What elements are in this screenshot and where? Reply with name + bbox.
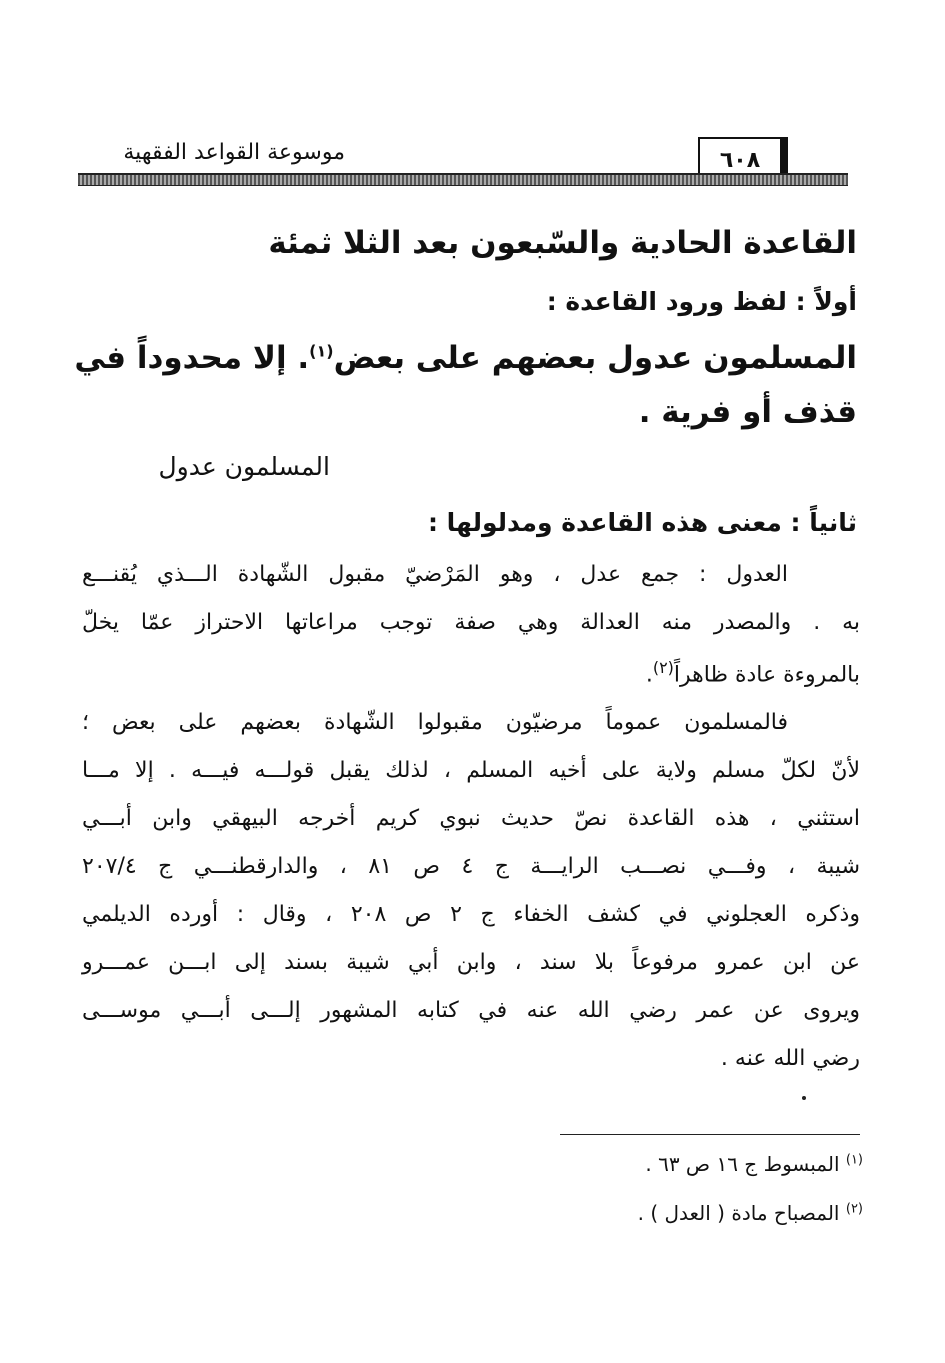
header-divider xyxy=(78,173,848,186)
rule-text xyxy=(74,340,857,376)
footnote-1 xyxy=(645,1152,863,1176)
page-number: ٦٠٨ xyxy=(698,137,782,181)
rule-text-continuation: قذف أو فرية . xyxy=(638,394,857,430)
rule-title: القاعدة الحادية والسّبعون بعد الثلا ثمئة xyxy=(268,225,857,261)
paragraph-line: وذكره العجلوني في كشف الخفاء ج ٢ ص ٢٠٨ ، وقال : أورده الديلمي xyxy=(82,902,860,927)
paragraph-text-end: . xyxy=(645,662,653,688)
paragraph-line xyxy=(82,658,860,687)
rule-text-end: . إلا محدوداً في xyxy=(74,340,310,376)
paragraph-line: العدول : جمع عدل ، وهو المَرْضيّ مقبول الشّهادة الـــذي يُقنـــع xyxy=(82,562,788,587)
paragraph-line: به . والمصدر منه العدالة وهي صفة توجب مراعاتها الاحتراز عمّا يخلّ xyxy=(82,610,860,635)
paragraph-line: فالمسلمون عموماً مرضيّون مقبولوا الشّهادة بعضهم على بعض ؛ xyxy=(82,710,788,735)
paragraph-line: رضي الله عنه . xyxy=(720,1046,860,1071)
paragraph-text: بالمروءة عادة ظاهراً xyxy=(673,662,860,688)
paragraph-line: استثني ، هذه القاعدة نصّ حديث نبوي كريم أخرجه البيهقي وابن أبـــي xyxy=(82,806,860,831)
footnote-divider xyxy=(560,1134,860,1135)
footnote-text: المصباح مادة ( العدل ) . xyxy=(637,1201,840,1225)
paragraph-line: ويروى عن عمر رضي الله عنه في كتابه المشهور إلـــى أبـــي موســـى xyxy=(82,998,860,1023)
footnote-text: المبسوط ج ١٦ ص ٦٣ . xyxy=(645,1152,840,1176)
stray-dot xyxy=(802,1096,806,1100)
section-heading-wording: أولاً : لفظ ورود القاعدة : xyxy=(546,287,857,316)
rule-heading-repeat: المسلمون عدول xyxy=(158,452,330,481)
footnote-ref-1: (١) xyxy=(309,341,334,361)
paragraph-line: لأنّ لكلّ مسلم ولاية على أخيه المسلم ، لذلك يقبل قولـــه فيـــه . إلا مـــا xyxy=(82,758,860,783)
footnote-mark: (١) xyxy=(845,1152,863,1168)
footnote-2 xyxy=(638,1201,863,1225)
section-heading-meaning: ثانياً : معنى هذه القاعدة ومدلولها : xyxy=(427,508,857,537)
book-title: موسوعة القواعد الفقهية xyxy=(123,140,345,165)
footnote-mark: (٢) xyxy=(845,1201,863,1217)
rule-text-start: المسلمون عدول بعضهم على بعض xyxy=(333,340,857,376)
paragraph-line: شيبة ، وفـــي نصـــب الرايـــة ج ٤ ص ٨١ ، والدارقطنـــي ج ٢٠٧/٤ xyxy=(82,854,861,879)
footnote-ref-2: (٢) xyxy=(652,658,674,677)
paragraph-line: عن ابن عمرو مرفوعاً بلا سند ، وابن أبي شيبة بسند إلى ابـــن عمـــرو xyxy=(82,950,860,975)
